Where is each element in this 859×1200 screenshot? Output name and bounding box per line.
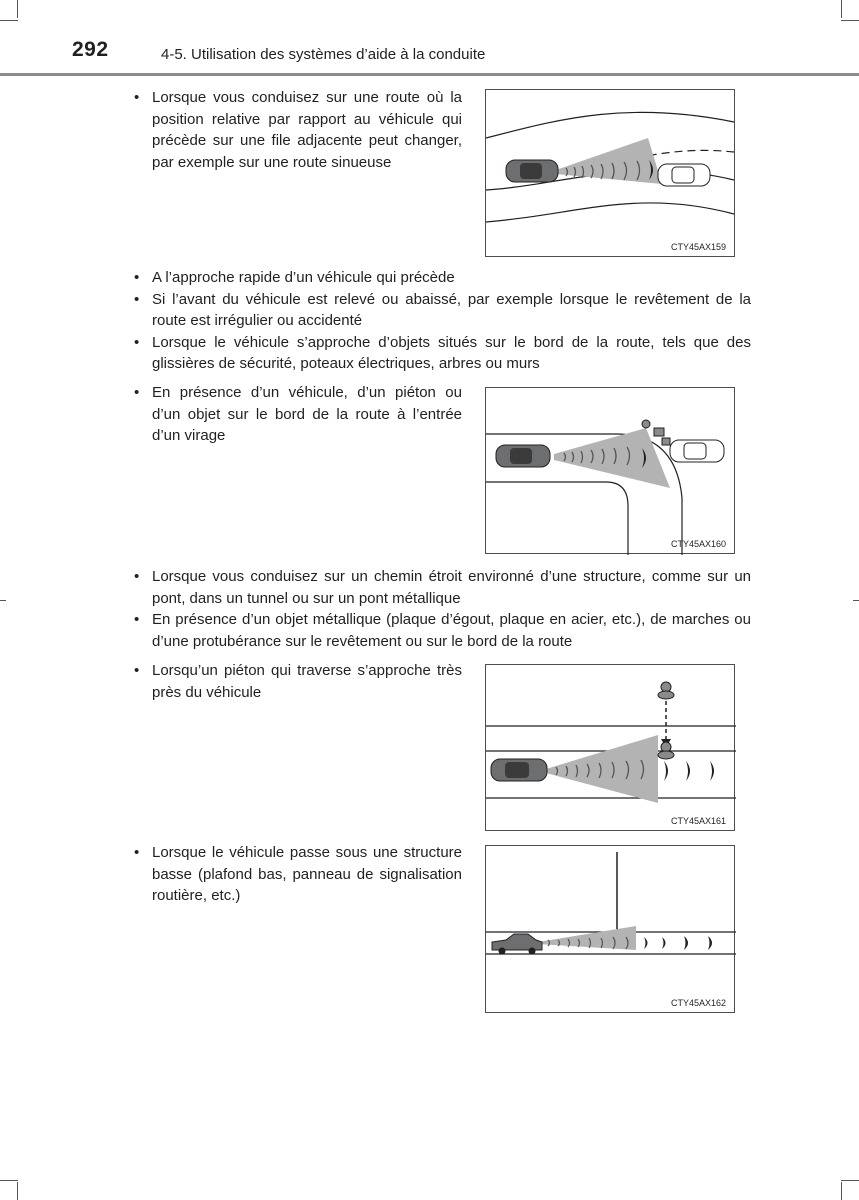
bullet-item: • En présence d’un objet métallique (plaque d’égout, plaque en acier, etc.), de marches ou d’une protubérance sur le revêtement ou sur le bord de la route: [134, 609, 751, 652]
crop-mark: [0, 1180, 18, 1181]
car-icon: [658, 164, 710, 186]
bullet-block-6: [134, 842, 462, 907]
bullet-item: • Lorsque le véhicule s’approche d’objets situés sur le bord de la route, tels que des glissières de sécurité, poteaux électriques, arbres ou murs: [134, 332, 751, 375]
curve-entrance-illustration: [486, 388, 736, 555]
crop-mark: [841, 1182, 842, 1200]
crop-mark: [841, 20, 859, 21]
bullet-item: • Si l’avant du véhicule est relevé ou abaissé, par exemple lorsque le revêtement de la route est irrégulier ou accidenté: [134, 289, 751, 332]
crop-mark: [17, 0, 18, 18]
bullet-item: • Lorsqu’un piéton qui traverse s’approche très près du véhicule: [134, 660, 462, 703]
car-icon: [670, 440, 724, 462]
crop-mark: [841, 1180, 859, 1181]
figure-code: CTY45AX161: [670, 816, 726, 826]
figure-code: CTY45AX162: [670, 998, 726, 1008]
car-icon: [506, 160, 558, 182]
crop-mark: [0, 600, 6, 601]
figure-code: CTY45AX160: [670, 539, 726, 549]
car-icon: [492, 934, 542, 954]
low-structure-illustration: [486, 846, 736, 1014]
bullet-block-4: [134, 566, 751, 652]
bullet-item: • Lorsque le véhicule passe sous une structure basse (plafond bas, panneau de signalisation routière, etc.): [134, 842, 462, 907]
bullet-block-3: [134, 382, 462, 447]
crossing-pedestrian-illustration: [486, 665, 736, 832]
car-icon: [491, 759, 547, 781]
header-rule: [0, 73, 859, 76]
figure-code: CTY45AX159: [670, 242, 726, 252]
figure-curve-entrance: [485, 387, 735, 554]
pedestrian-icon: [658, 682, 674, 699]
crop-mark: [0, 20, 18, 21]
crop-mark: [841, 0, 842, 18]
bullet-item: • A l’approche rapide d’un véhicule qui précède: [134, 267, 751, 289]
figure-low-structure: [485, 845, 735, 1013]
bullet-item: • Lorsque vous conduisez sur un chemin étroit environné d’une structure, comme sur un pont, dans un tunnel ou sur un pont métallique: [134, 566, 751, 609]
crop-mark: [853, 600, 859, 601]
figure-curved-road: [485, 89, 735, 257]
bullet-block-1: [134, 87, 462, 173]
curved-road-illustration: [486, 90, 736, 258]
figure-crossing-pedestrian: [485, 664, 735, 831]
crop-mark: [17, 1182, 18, 1200]
page-number: 292: [72, 38, 109, 61]
bullet-block-2: [134, 267, 751, 375]
bullet-block-5: [134, 660, 462, 703]
car-icon: [496, 445, 550, 467]
section-title: 4-5. Utilisation des systèmes d’aide à la conduite: [161, 46, 486, 63]
bullet-item: • En présence d’un véhicule, d’un piéton ou d’un objet sur le bord de la route à l’entrée d’un virage: [134, 382, 462, 447]
bullet-item: • Lorsque vous conduisez sur une route où la position relative par rapport au véhicule qui précède sur une file adjacente peut changer, par exemple sur une route sinueuse: [134, 87, 462, 173]
